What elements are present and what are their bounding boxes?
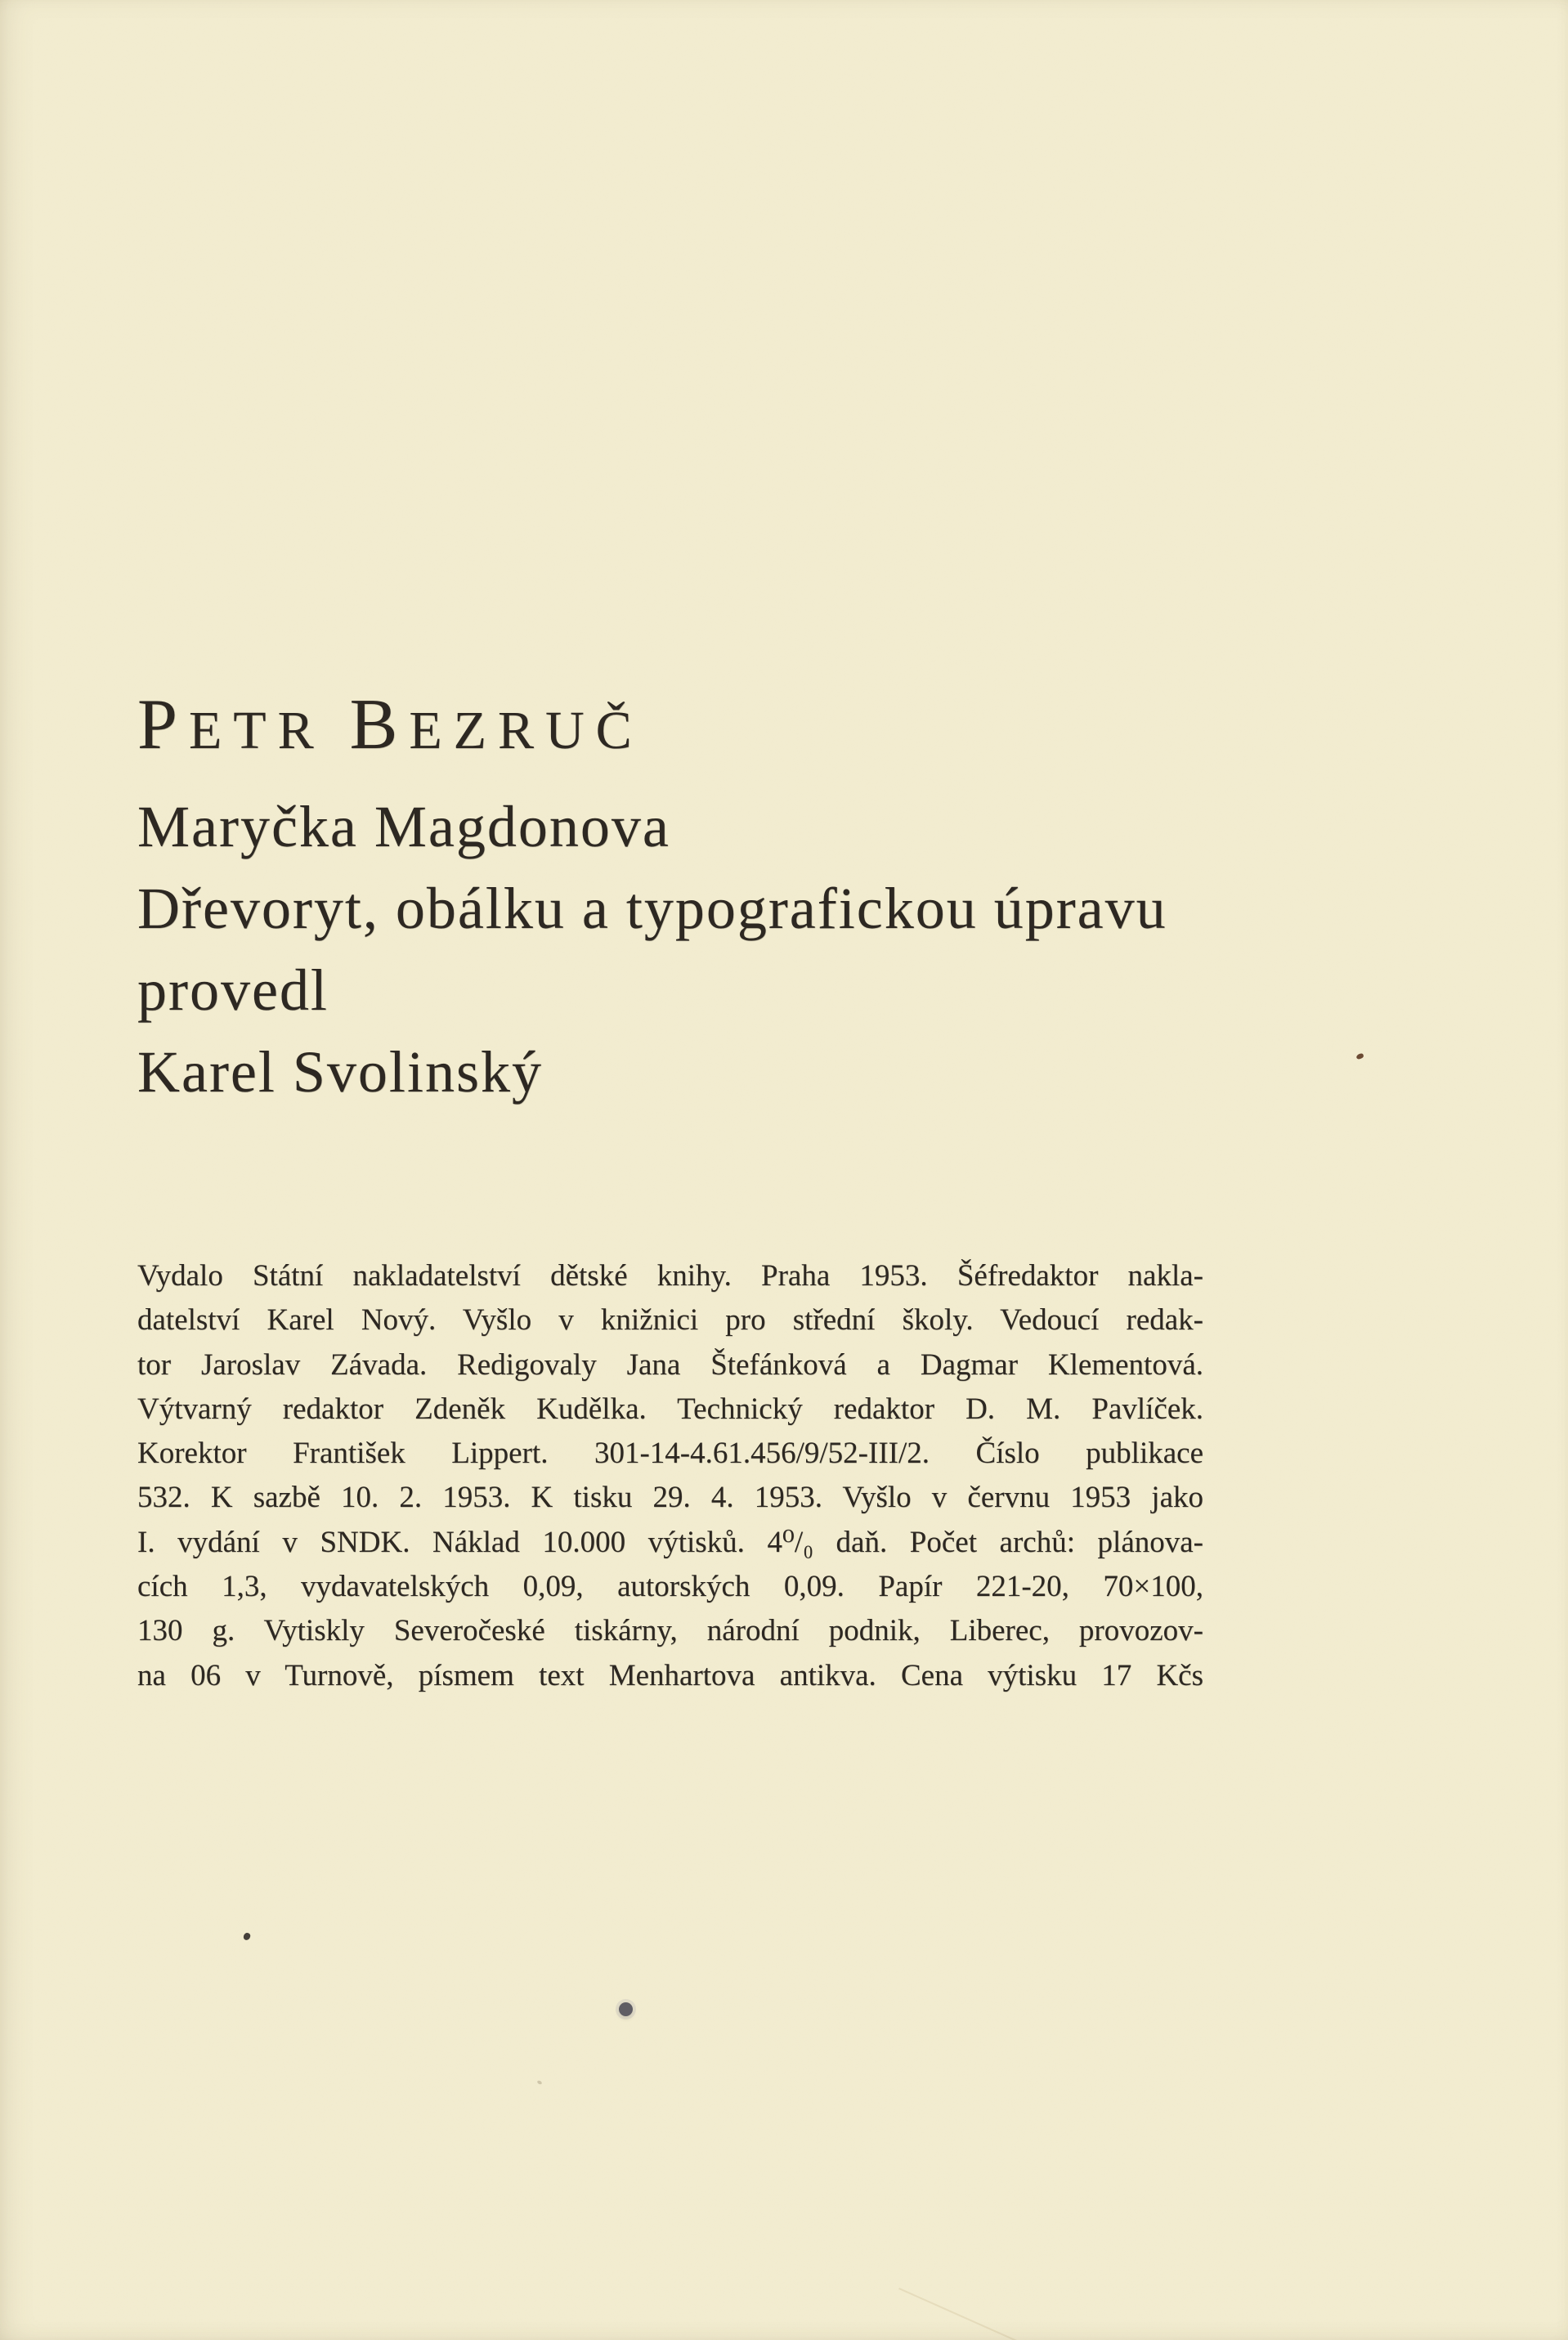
- colophon-line: datelství Karel Nový. Vyšlo v knižnici pro střední školy. Vedoucí redak-: [137, 1303, 1203, 1338]
- colophon-line: Korektor František Lippert. 301-14-4.61.456/9/52-III/2. Číslo publikace: [137, 1437, 1203, 1471]
- colophon-line: cích 1,3, vydavatelských 0,09, autorských 0,09. Papír 221-20, 70×100,: [137, 1570, 1203, 1604]
- colophon-paragraph: [137, 1254, 1203, 1698]
- colophon-line: I. vydání v SNDK. Náklad 10.000 výtisků. 4⁰/₀ daň. Počet archů: plánova-: [137, 1525, 1203, 1559]
- paper-speck: [536, 2080, 542, 2085]
- author-last-initial: B: [349, 685, 410, 764]
- author-last-rest: EZRUČ: [409, 701, 643, 760]
- credit-line: Karel Svolinský: [137, 1039, 543, 1105]
- author-name: [137, 684, 1364, 786]
- paper-crease: [898, 2288, 1049, 2340]
- title-block: [137, 684, 1364, 1113]
- paper-speck: [243, 1932, 251, 1941]
- credit-line: Dřevoryt, obálku a typografickou úpravu: [137, 876, 1167, 941]
- book-title: Maryčka Magdonova: [137, 794, 670, 859]
- colophon-line: tor Jaroslav Závada. Redigovaly Jana Štefánková a Dagmar Klementová.: [137, 1347, 1203, 1382]
- credit-line: provedl: [137, 957, 329, 1023]
- colophon-line: na 06 v Turnově, písmem text Menhartova antikva. Cena výtisku 17 Kčs: [137, 1658, 1203, 1692]
- ink-dot: [619, 2002, 633, 2016]
- colophon-line: 130 g. Vytiskly Severočeské tiskárny, národní podnik, Liberec, provozov-: [137, 1614, 1203, 1648]
- colophon-line: Výtvarný redaktor Zdeněk Kudělka. Technický redaktor D. M. Pavlíček.: [137, 1392, 1203, 1426]
- author-first-initial: P: [137, 685, 189, 764]
- colophon-line: Vydalo Státní nakladatelství dětské knihy. Praha 1953. Šéfredaktor nakla-: [137, 1259, 1203, 1293]
- colophon-line: 532. K sazbě 10. 2. 1953. K tisku 29. 4. 1953. Vyšlo v červnu 1953 jako: [137, 1481, 1203, 1515]
- author-first-rest: ETR: [188, 701, 325, 760]
